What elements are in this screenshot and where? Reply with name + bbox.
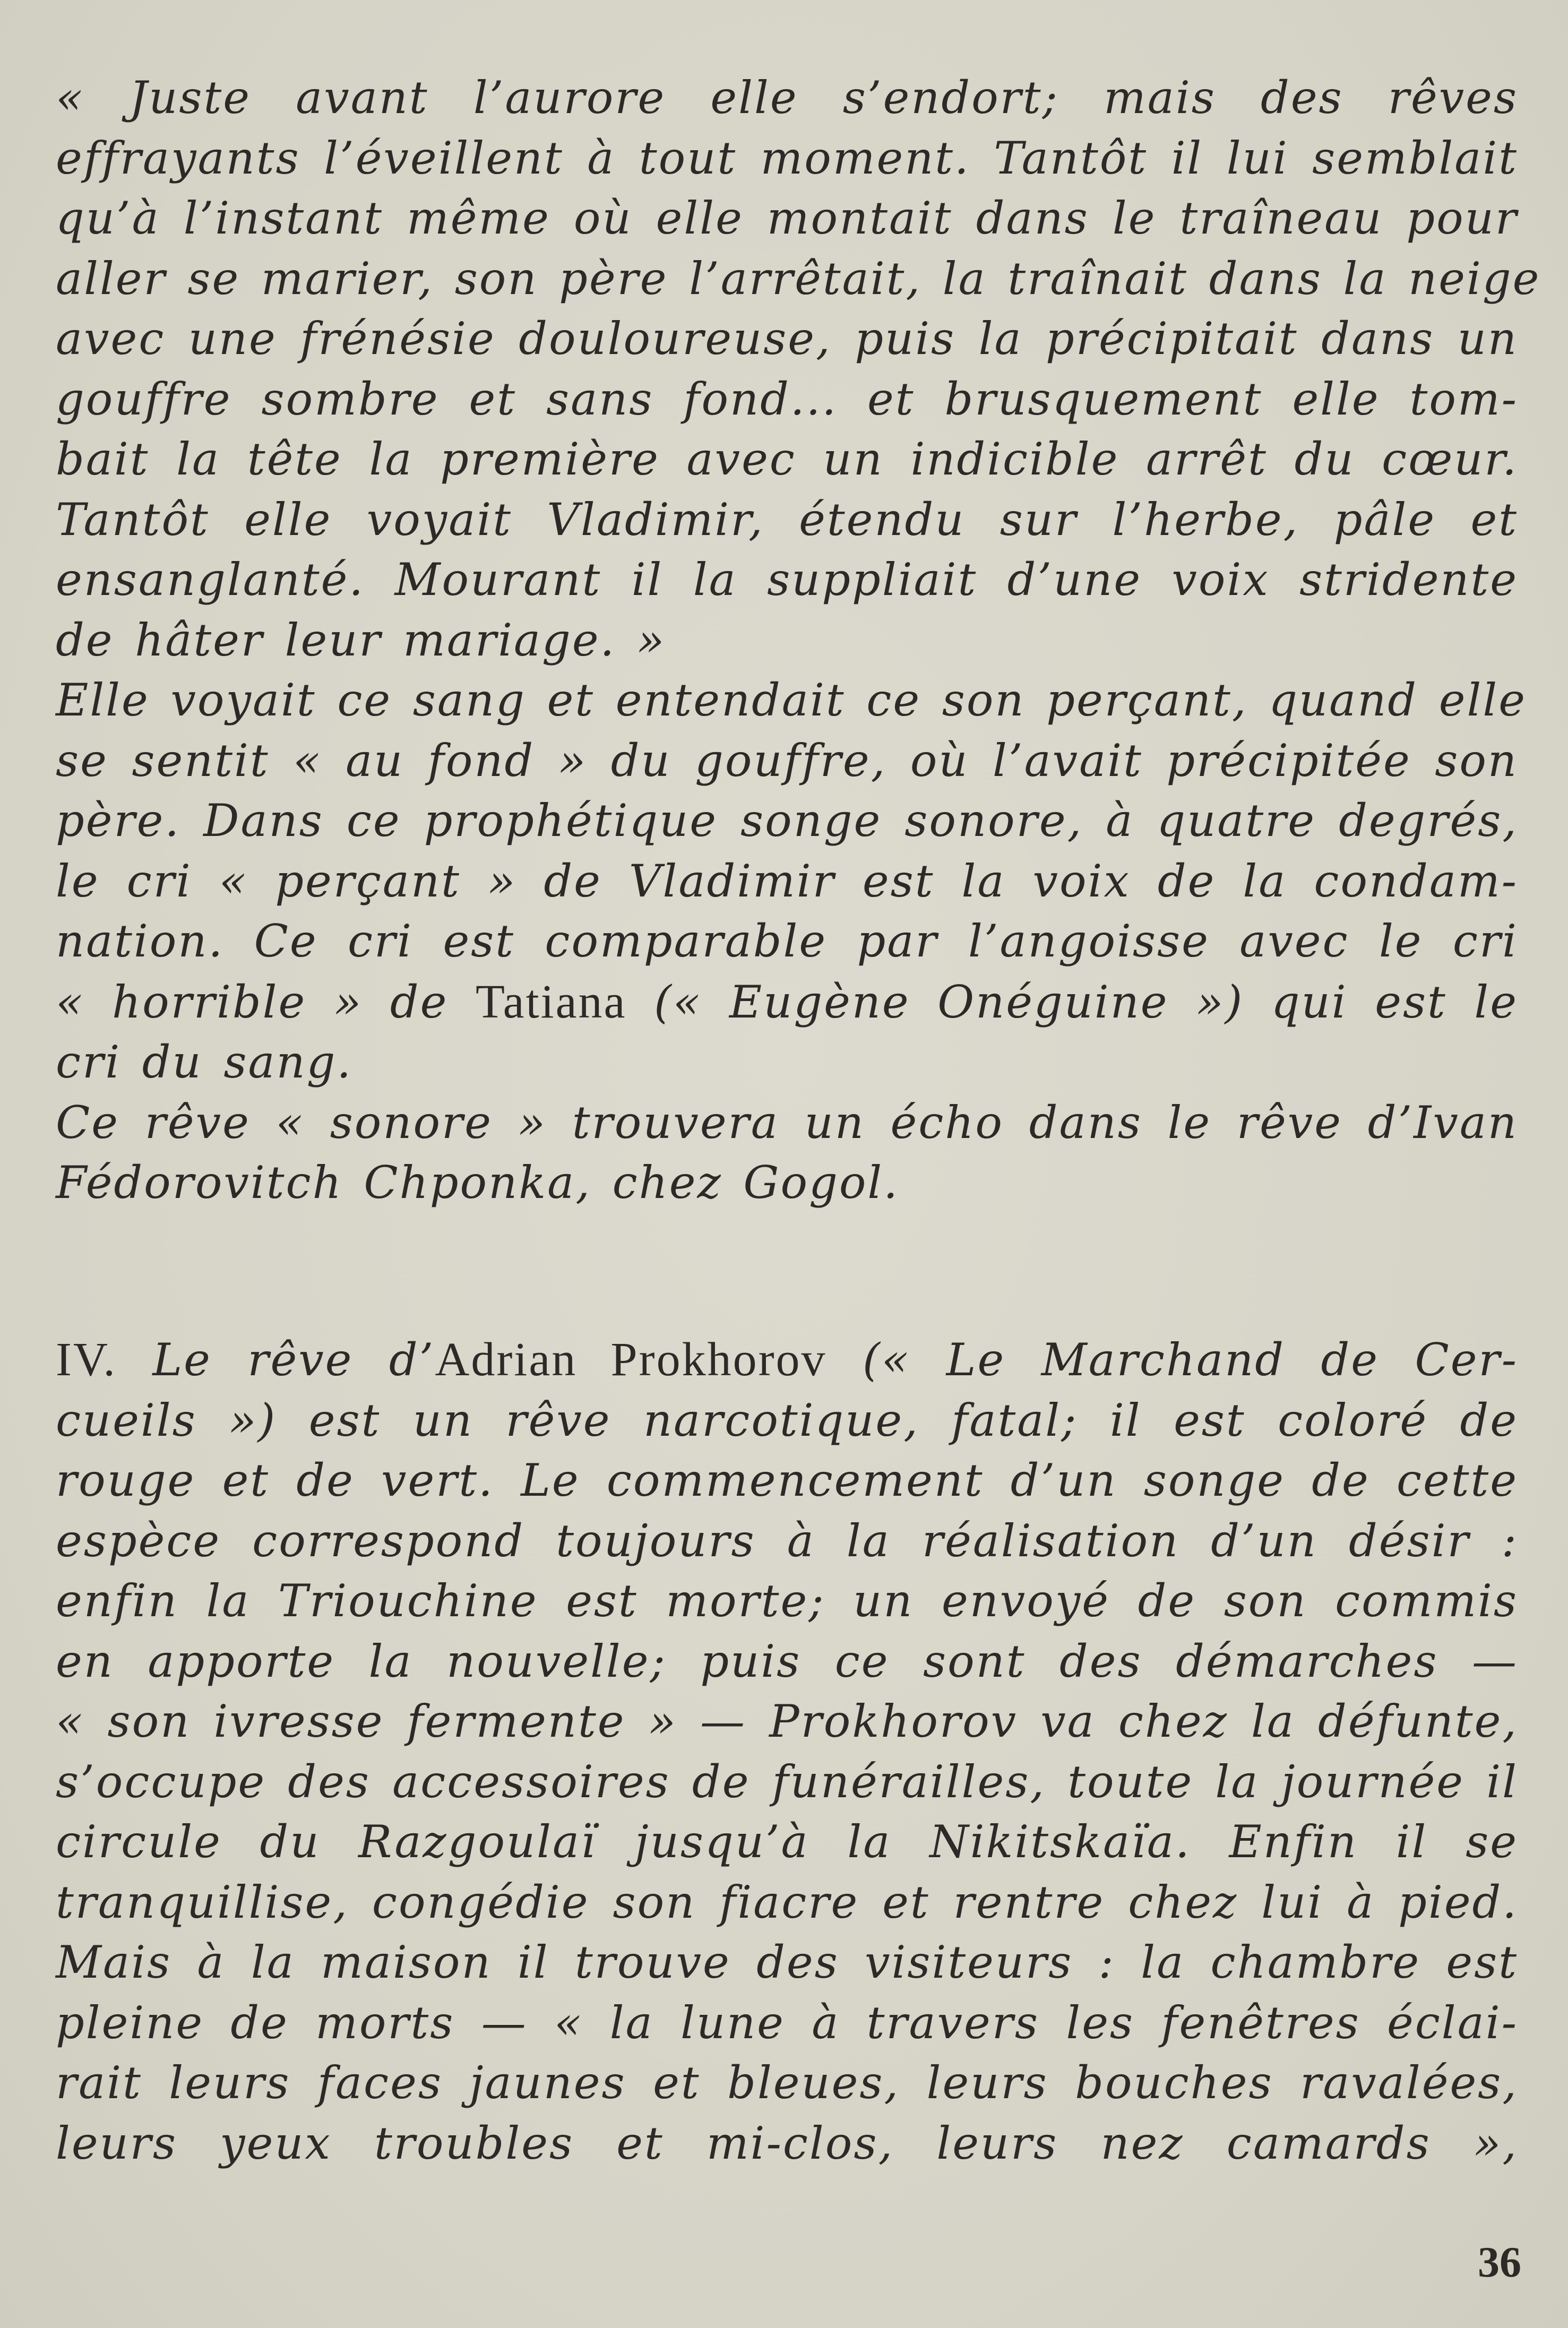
name-adrian-prokhorov: Adrian Prokhorov xyxy=(435,1333,827,1386)
text-line: Tantôt elle voyait Vladimir, étendu sur l’herbe, pâle et xyxy=(56,493,1518,546)
text-line-tatiana xyxy=(56,972,1518,1033)
text-line: leurs yeux troubles et mi-clos, leurs nez camards », xyxy=(56,2117,1518,2169)
text-line: Mais à la maison il trouve des visiteurs : la chambre est xyxy=(56,1936,1518,1988)
section-iv-prokhorov xyxy=(56,1330,1518,2174)
text-line: Ce rêve « sonore » trouvera un écho dans le rêve d’Ivan xyxy=(56,1096,1518,1149)
text-line: tranquillise, congédie son fiacre et rentre chez lui à pied. xyxy=(56,1876,1518,1928)
text-fragment: « horrible » de xyxy=(56,976,476,1028)
text-fragment: (« Le Marchand de Cer- xyxy=(826,1334,1518,1386)
text-line: Elle voyait ce sang et entendait ce son perçant, quand elle xyxy=(56,674,1527,726)
text-line: se sentit « au fond » du gouffre, où l’avait précipitée son xyxy=(56,734,1518,787)
text-line: père. Dans ce prophétique songe sonore, à quatre degrés, xyxy=(56,795,1518,847)
text-line: bait la tête la première avec un indicible arrêt du cœur. xyxy=(56,433,1518,485)
text-line: le cri « perçant » de Vladimir est la voix de la condam- xyxy=(56,855,1518,907)
text-line: Fédorovitch Chponka, chez Gogol. xyxy=(56,1157,899,1209)
text-line: « Juste avant l’aurore elle s’endort; mais des rêves xyxy=(56,72,1518,124)
text-line: cueils ») est un rêve narcotique, fatal; il est coloré de xyxy=(56,1394,1518,1446)
text-line: aller se marier, son père l’arrêtait, la traînait dans la neige xyxy=(56,252,1541,305)
section-heading-line xyxy=(56,1330,1518,1391)
text-line: cri du sang. xyxy=(56,1036,353,1088)
text-line: en apporte la nouvelle; puis ce sont des démarches — xyxy=(56,1635,1518,1687)
text-fragment: (« Eugène Onéguine ») qui est le xyxy=(626,976,1518,1028)
page-number: 36 xyxy=(1478,2238,1521,2286)
text-line: rouge et de vert. Le commencement d’un songe de cette xyxy=(56,1454,1518,1506)
text-line: ensanglanté. Mourant il la suppliait d’une voix stridente xyxy=(56,554,1518,606)
text-line: rait leurs faces jaunes et bleues, leurs bouches ravalées, xyxy=(56,2057,1518,2109)
text-line: gouffre sombre et sans fond... et brusquement elle tom- xyxy=(56,373,1518,425)
text-line: effrayants l’éveillent à tout moment. Tantôt il lui semblait xyxy=(56,132,1518,184)
text-line: de hâter leur mariage. » xyxy=(56,614,666,666)
text-line: « son ivresse fermente » — Prokhorov va chez la défunte, xyxy=(56,1695,1518,1747)
text-line: avec une frénésie douloureuse, puis la précipitait dans un xyxy=(56,313,1518,365)
text-line: qu’à l’instant même où elle montait dans le traîneau pour xyxy=(56,192,1518,244)
text-line: enfin la Triouchine est morte; un envoyé de son commis xyxy=(56,1575,1518,1627)
text-line: nation. Ce cri est comparable par l’angoisse avec le cri xyxy=(56,915,1518,967)
name-tatiana: Tatiana xyxy=(475,975,627,1028)
text-line: s’occupe des accessoires de funérailles, toute la journée il xyxy=(56,1755,1518,1808)
text-line: pleine de morts — « la lune à travers les fenêtres éclai- xyxy=(56,1996,1518,2049)
text-fragment: Le rêve d’ xyxy=(116,1334,435,1386)
section-number: IV. xyxy=(56,1333,117,1386)
paragraph-dream-of-maria xyxy=(56,68,1541,1213)
text-line: circule du Razgoulaï jusqu’à la Nikitskaïa. Enfin il se xyxy=(56,1816,1518,1868)
text-line: espèce correspond toujours à la réalisation d’un désir : xyxy=(56,1514,1518,1567)
